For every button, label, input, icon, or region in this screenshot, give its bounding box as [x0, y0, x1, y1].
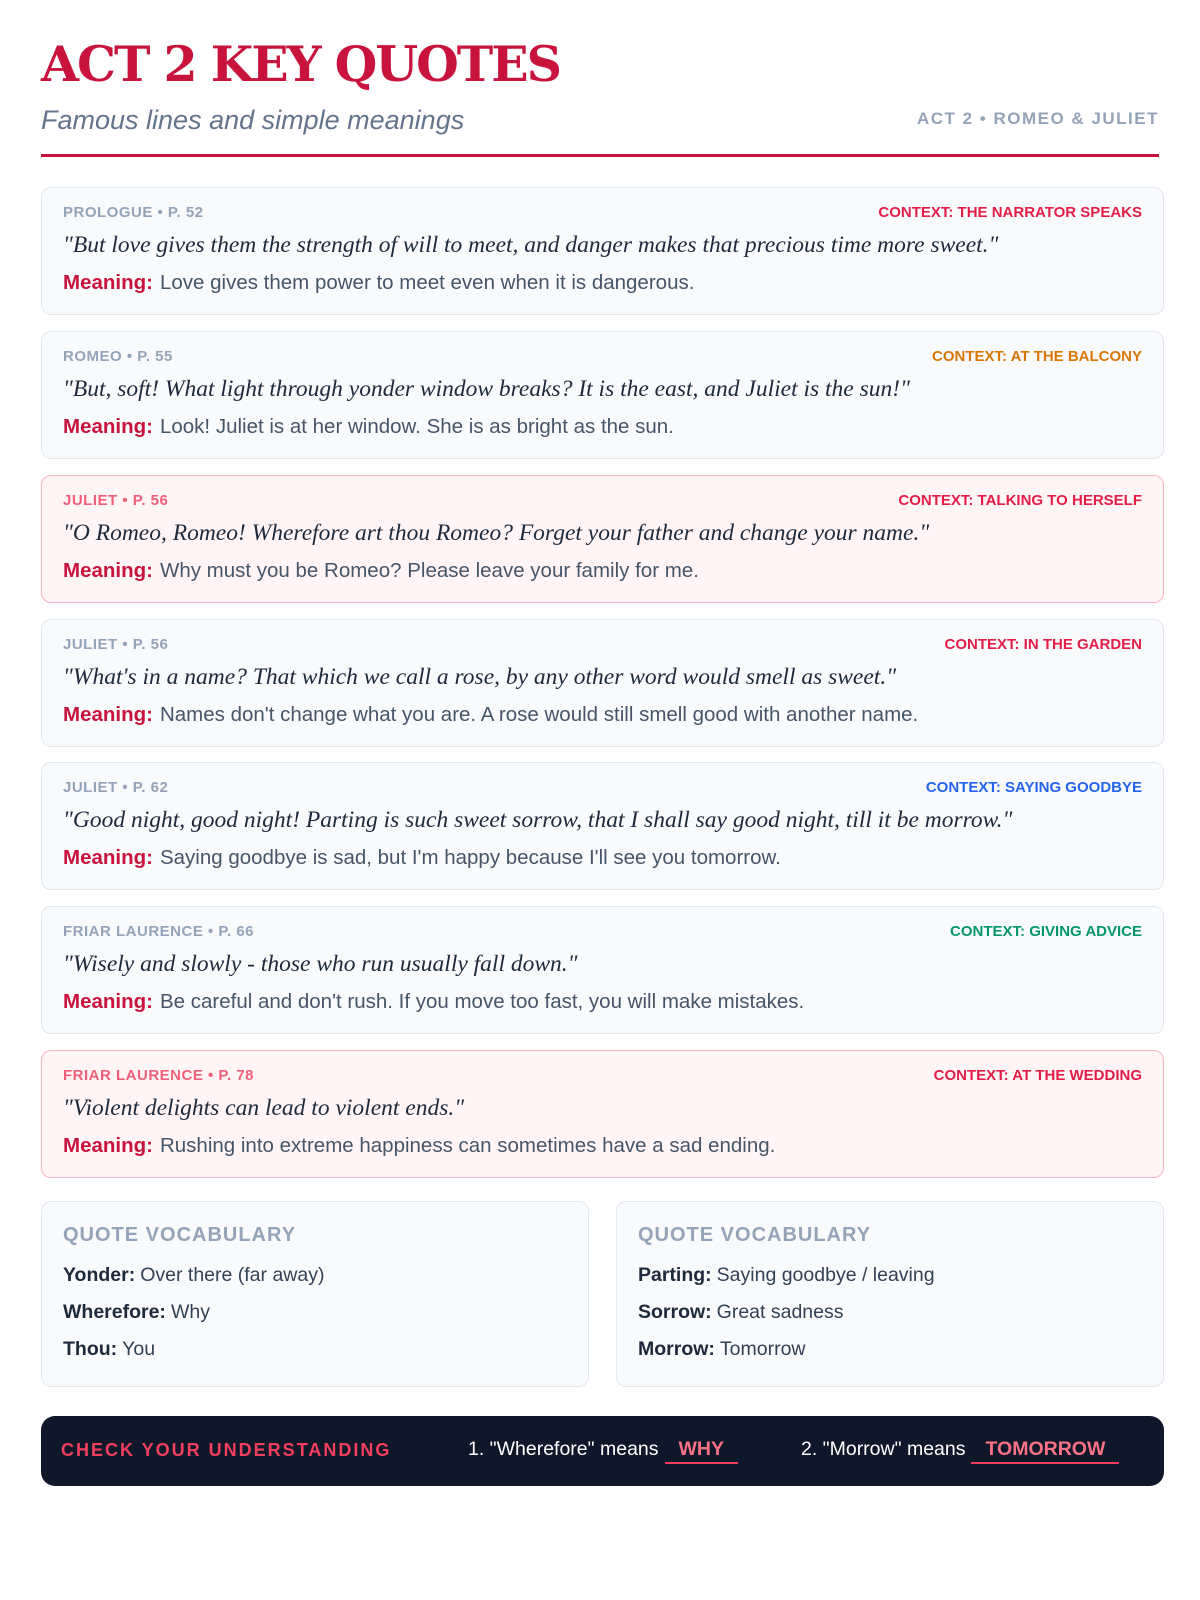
check-label: CHECK YOUR UNDERSTANDING	[61, 1440, 392, 1460]
quote-context: CONTEXT: TALKING TO HERSELF	[898, 492, 1142, 509]
vocab-box	[616, 1201, 1164, 1387]
vocab-term: Parting:	[638, 1264, 712, 1286]
vocab-term: Yonder:	[63, 1264, 136, 1286]
quote-text: "But love gives them the strength of will to meet, and danger makes that precious time more sweet."	[63, 232, 999, 258]
meaning-row	[63, 846, 781, 870]
meaning-label: Meaning:	[63, 271, 153, 294]
quote-text: "O Romeo, Romeo! Wherefore art thou Romeo? Forget your father and change your name."	[63, 520, 930, 546]
quote-source: ROMEO • P. 55	[63, 348, 173, 365]
quote-text: "Wisely and slowly - those who run usually fall down."	[63, 951, 578, 977]
meaning-text: Love gives them power to meet even when it is dangerous.	[159, 271, 695, 294]
vocab-term: Morrow:	[638, 1338, 715, 1360]
check-question-prompt: 1. "Wherefore" means	[468, 1438, 659, 1460]
vocab-title: QUOTE VOCABULARY	[63, 1224, 297, 1246]
meaning-row	[63, 271, 694, 295]
act-label: ACT 2 • ROMEO & JULIET	[916, 109, 1159, 128]
vocab-list	[638, 1264, 935, 1375]
quote-card-highlighted	[41, 1050, 1164, 1178]
vocab-item	[638, 1338, 935, 1375]
meaning-text: Saying goodbye is sad, but I'm happy because I'll see you tomorrow.	[159, 846, 781, 869]
vocab-item	[638, 1301, 935, 1338]
meaning-label: Meaning:	[63, 1134, 153, 1157]
meaning-label: Meaning:	[63, 703, 153, 726]
meaning-row	[63, 415, 674, 439]
page-header	[41, 0, 1159, 157]
quote-card	[41, 331, 1164, 459]
vocab-definition: Great sadness	[716, 1301, 844, 1323]
page-subtitle: Famous lines and simple meanings	[41, 105, 465, 135]
quote-text: "Violent delights can lead to violent ends."	[63, 1095, 465, 1121]
quote-text: "Good night, good night! Parting is such sweet sorrow, that I shall say good night, till it be morrow."	[63, 807, 1013, 833]
vocab-definition: Over there (far away)	[140, 1264, 325, 1286]
quote-text: "But, soft! What light through yonder window breaks? It is the east, and Juliet is the sun!"	[63, 376, 910, 402]
quote-card	[41, 762, 1164, 890]
meaning-row	[63, 1134, 775, 1158]
vocab-definition: Why	[170, 1301, 210, 1323]
quote-source: JULIET • P. 62	[63, 779, 169, 796]
meaning-text: Why must you be Romeo? Please leave your family for me.	[159, 559, 699, 582]
quote-context: CONTEXT: AT THE BALCONY	[932, 348, 1142, 365]
quote-source: FRIAR LAURENCE • P. 78	[63, 1067, 255, 1084]
quote-source: JULIET • P. 56	[63, 636, 169, 653]
quote-card	[41, 906, 1164, 1034]
meaning-label: Meaning:	[63, 559, 153, 582]
vocab-definition: You	[122, 1338, 156, 1360]
check-question	[468, 1438, 738, 1464]
meaning-label: Meaning:	[63, 990, 153, 1013]
vocab-box	[41, 1201, 589, 1387]
meaning-text: Rushing into extreme happiness can sometimes have a sad ending.	[159, 1134, 776, 1157]
check-answer-blank[interactable]: TOMORROW	[971, 1438, 1119, 1464]
quote-context: CONTEXT: THE NARRATOR SPEAKS	[878, 204, 1142, 221]
quote-context: CONTEXT: GIVING ADVICE	[950, 923, 1142, 940]
quote-card	[41, 619, 1164, 747]
check-answer-blank[interactable]: WHY	[665, 1438, 739, 1464]
quote-context: CONTEXT: AT THE WEDDING	[933, 1067, 1142, 1084]
meaning-row	[63, 990, 804, 1014]
vocab-term: Thou:	[63, 1338, 118, 1360]
quote-context: CONTEXT: SAYING GOODBYE	[925, 779, 1142, 796]
vocab-term: Wherefore:	[63, 1301, 166, 1323]
quote-card	[41, 187, 1164, 315]
meaning-label: Meaning:	[63, 846, 153, 869]
vocab-item	[63, 1338, 324, 1375]
check-question-prompt: 2. "Morrow" means	[801, 1438, 966, 1460]
quote-text: "What's in a name? That which we call a rose, by any other word would smell as sweet."	[63, 664, 897, 690]
vocab-item	[63, 1301, 324, 1338]
vocab-title: QUOTE VOCABULARY	[638, 1224, 872, 1246]
meaning-row	[63, 703, 918, 727]
quote-source: FRIAR LAURENCE • P. 66	[63, 923, 255, 940]
quote-source: PROLOGUE • P. 52	[63, 204, 204, 221]
meaning-text: Look! Juliet is at her window. She is as bright as the sun.	[159, 415, 674, 438]
page-title: ACT 2 KEY QUOTES	[41, 35, 560, 93]
meaning-text: Names don't change what you are. A rose would still smell good with another name.	[159, 703, 919, 726]
check-understanding-bar	[41, 1416, 1164, 1486]
meaning-row	[63, 559, 699, 583]
meaning-text: Be careful and don't rush. If you move too fast, you will make mistakes.	[159, 990, 805, 1013]
meaning-label: Meaning:	[63, 415, 153, 438]
vocab-definition: Saying goodbye / leaving	[716, 1264, 935, 1286]
vocab-item	[63, 1264, 324, 1301]
quote-context: CONTEXT: IN THE GARDEN	[944, 636, 1142, 653]
vocab-term: Sorrow:	[638, 1301, 712, 1323]
quote-card-highlighted	[41, 475, 1164, 603]
vocab-list	[63, 1264, 324, 1375]
quote-source: JULIET • P. 56	[63, 492, 169, 509]
vocab-item	[638, 1264, 935, 1301]
check-question	[801, 1438, 1119, 1464]
vocab-definition: Tomorrow	[719, 1338, 806, 1360]
